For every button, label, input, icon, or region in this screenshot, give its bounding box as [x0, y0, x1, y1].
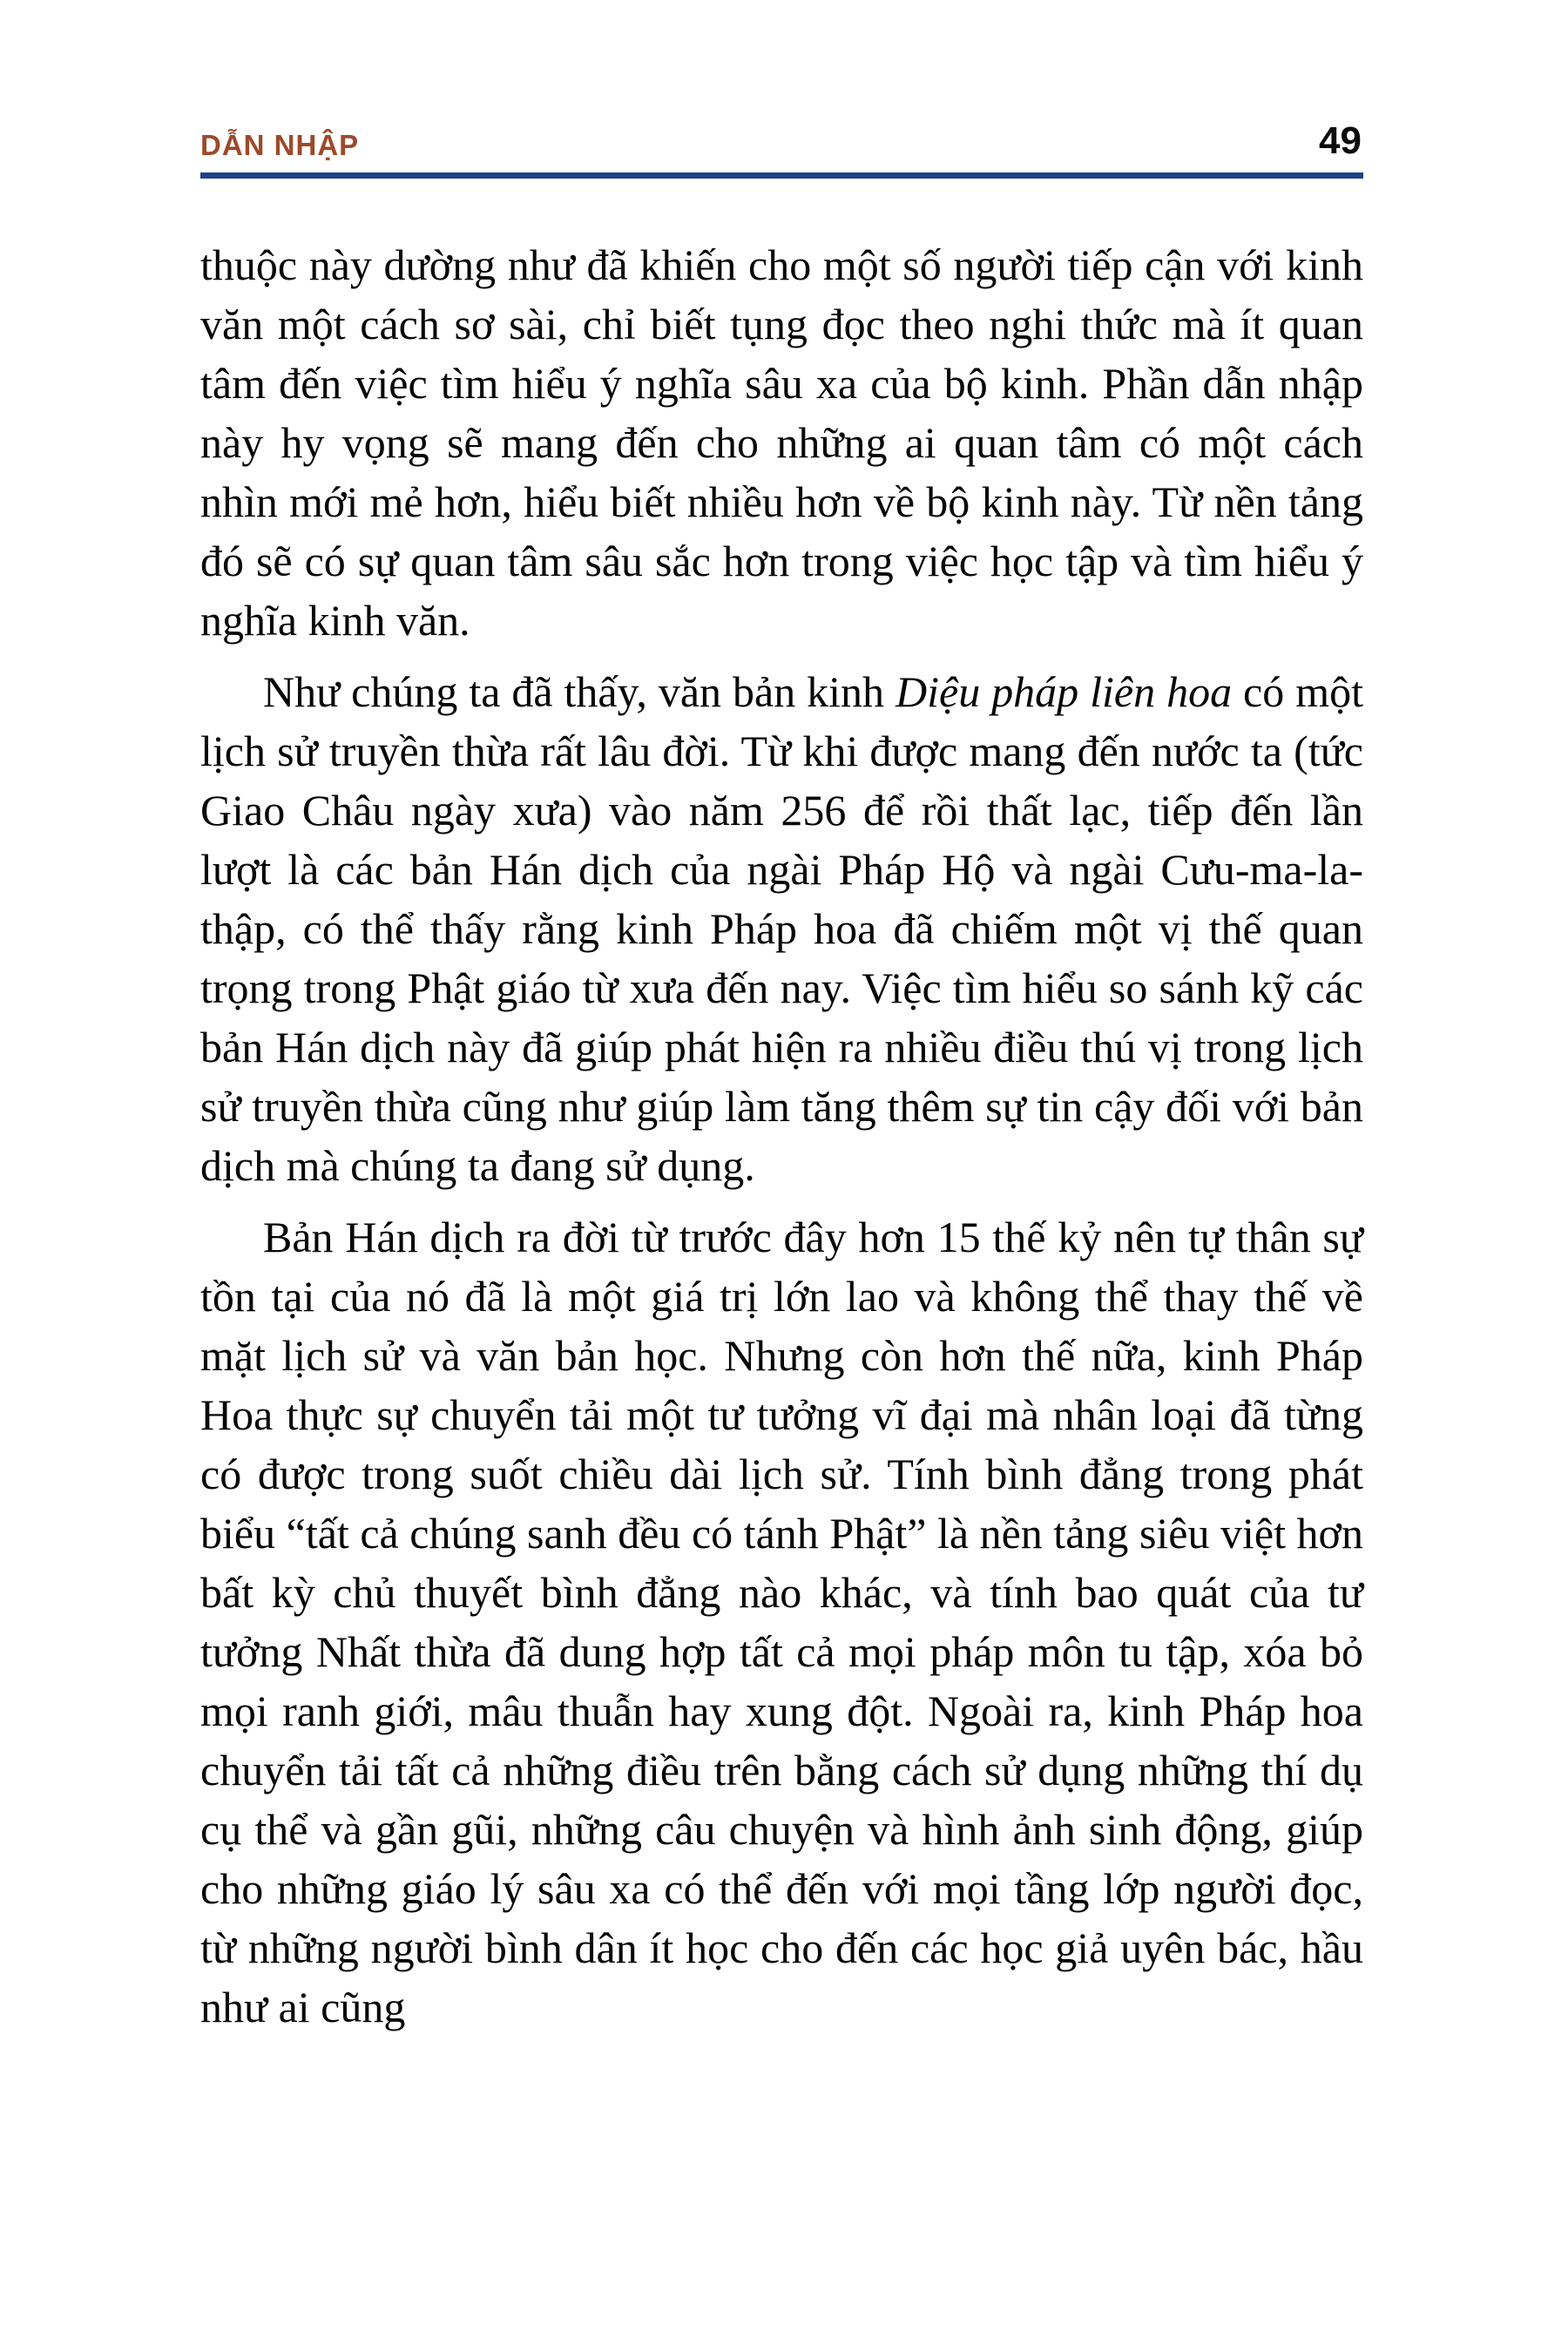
paragraph: [200, 235, 1363, 650]
book-title-italic: Diệu pháp liên hoa: [896, 667, 1233, 716]
paragraph: [200, 1207, 1363, 2037]
text-run: Bản Hán dịch ra đời từ trước đây hơn 15 thế kỷ nên tự thân sự tồn tại của nó đã là một giá trị lớn lao và không thể thay thế về mặt lịch sử và văn bản học. Nhưng còn hơn thế nữa, kinh Pháp Hoa thực sự chuyển tải một tư tưởng vĩ đại mà nhân loại đã từng có được trong suốt chiều dài lịch sử. Tính bình đẳng trong phát biểu “tất cả chúng sanh đều có tánh Phật” là nền tảng siêu việt hơn bất kỳ chủ thuyết bình đẳng nào khác, và tính bao quát của tư tưởng Nhất thừa đã dung hợp tất cả mọi pháp môn tu tập, xóa bỏ mọi ranh giới, mâu thuẫn hay xung đột. Ngoài ra, kinh Pháp hoa chuyển tải tất cả những điều trên bằng cách sử dụng những thí dụ cụ thể và gần gũi, những câu chuyện và hình ảnh sinh động, giúp cho những giáo lý sâu xa có thể đến với mọi tầng lớp người đọc, từ những người bình dân ít học cho đến các học giả uyên bác, hầu như ai cũng: [200, 1213, 1363, 2031]
body-text: [200, 235, 1363, 2049]
header-rule: [200, 172, 1363, 179]
text-run: có một lịch sử truyền thừa rất lâu đời. Từ khi được mang đến nước ta (tức Giao Châu ngày xưa) vào năm 256 để rồi thất lạc, tiếp đến lần lượt là các bản Hán dịch của ngài Pháp Hộ và ngài Cưu-ma-la-thập, có thể thấy rằng kinh Pháp hoa đã chiếm một vị thế quan trọng trong Phật giáo từ xưa đến nay. Việc tìm hiểu so sánh kỹ các bản Hán dịch này đã giúp phát hiện ra nhiều điều thú vị trong lịch sử truyền thừa cũng như giúp làm tăng thêm sự tin cậy đối với bản dịch mà chúng ta đang sử dụng.: [200, 667, 1363, 1190]
page-number: 49: [1319, 119, 1362, 162]
text-run: Như chúng ta đã thấy, văn bản kinh: [263, 667, 896, 716]
running-head-section-title: DẪN NHẬP: [200, 129, 360, 161]
text-run: thuộc này dường như đã khiến cho một số người tiếp cận với kinh văn một cách sơ sài, chỉ biết tụng đọc theo nghi thức mà ít quan tâm đến việc tìm hiểu ý nghĩa sâu xa của bộ kinh. Phần dẫn nhập này hy vọng sẽ mang đến cho những ai quan tâm có một cách nhìn mới mẻ hơn, hiểu biết nhiều hơn về bộ kinh này. Từ nền tảng đó sẽ có sự quan tâm sâu sắc hơn trong việc học tập và tìm hiểu ý nghĩa kinh văn.: [200, 240, 1363, 645]
paragraph: [200, 662, 1363, 1195]
